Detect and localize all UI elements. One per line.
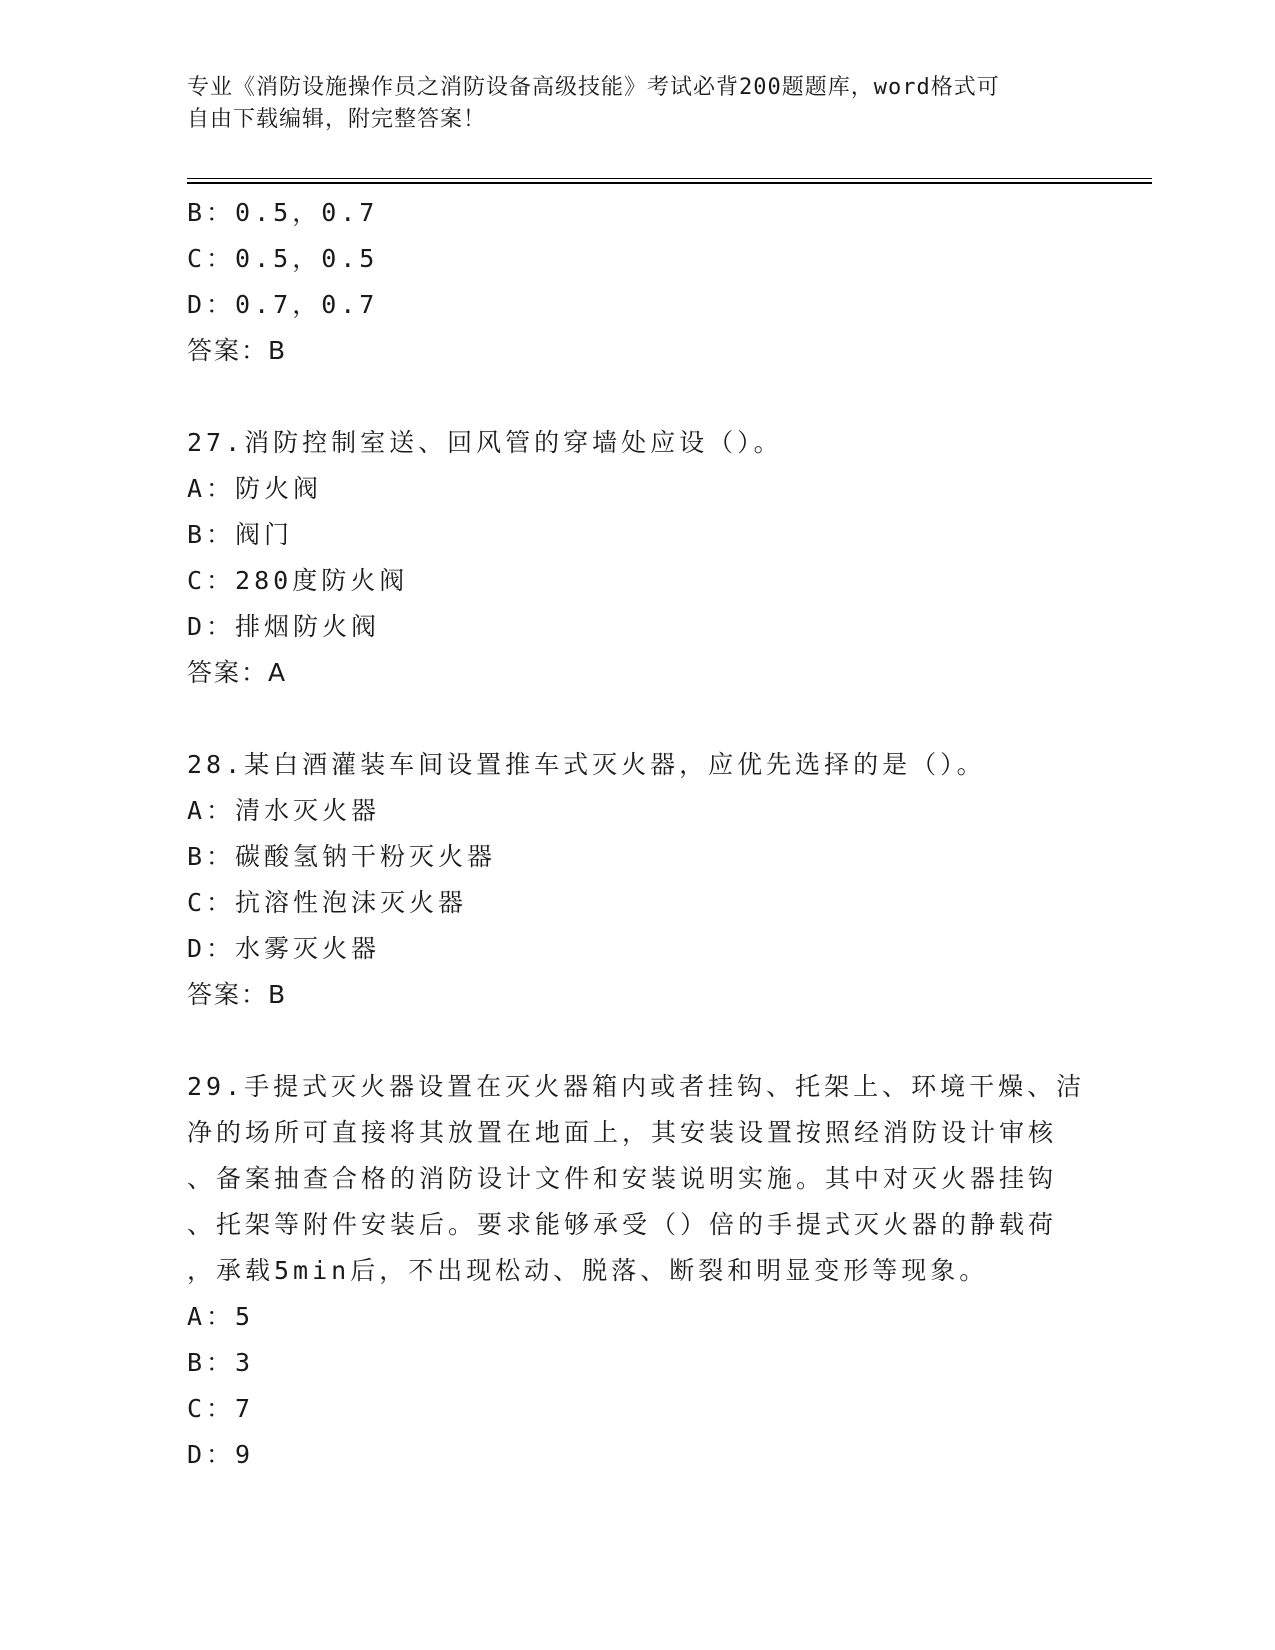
- option-b: B：碳酸氢钠干粉灭火器: [187, 842, 497, 871]
- header-divider-thick: [187, 182, 1152, 184]
- option-b: B：3: [187, 1348, 255, 1377]
- question-stem-line-1: 29.手提式灭火器设置在灭火器箱内或者挂钩、托架上、环境干燥、洁: [187, 1072, 1086, 1101]
- question-stem: 27.消防控制室送、回风管的穿墙处应设（）。: [187, 428, 783, 457]
- option-c: C：抗溶性泡沫灭火器: [187, 888, 468, 917]
- question-content: [187, 190, 1087, 1478]
- option-d: D：9: [187, 1440, 255, 1469]
- question-stem-line-4: 、托架等附件安装后。要求能够承受（）倍的手提式灭火器的静载荷: [187, 1210, 1058, 1239]
- header-title-line-1: 专业《消防设施操作员之消防设备高级技能》考试必背200题题库，word格式可: [187, 75, 1000, 100]
- option-b: B：阀门: [187, 520, 294, 549]
- option-b: B：0.5，0.7: [187, 198, 379, 227]
- answer-line: 答案：B: [187, 336, 288, 365]
- option-c: C：7: [187, 1394, 255, 1423]
- answer-line: 答案：A: [187, 658, 288, 687]
- option-a: A：清水灭火器: [187, 796, 381, 825]
- question-27: [187, 420, 1087, 696]
- document-header: [187, 72, 1067, 136]
- option-a: A：防火阀: [187, 474, 323, 503]
- question-28: [187, 742, 1087, 1018]
- question-stem: 28.某白酒灌装车间设置推车式灭火器，应优先选择的是（）。: [187, 750, 986, 779]
- option-d: D：水雾灭火器: [187, 934, 381, 963]
- header-title-line-2: 自由下载编辑，附完整答案！: [187, 107, 487, 132]
- carryover-question-block: [187, 190, 1087, 374]
- option-a: A：5: [187, 1302, 255, 1331]
- question-stem-line-5: ，承载5min后，不出现松动、脱落、断裂和明显变形等现象。: [187, 1256, 989, 1285]
- option-c: C：280度防火阀: [187, 566, 409, 595]
- option-d: D：0.7，0.7: [187, 290, 379, 319]
- option-d: D：排烟防火阀: [187, 612, 381, 641]
- question-stem-line-2: 净的场所可直接将其放置在地面上，其安装设置按照经消防设计审核: [187, 1118, 1058, 1147]
- question-stem-line-3: 、备案抽查合格的消防设计文件和安装说明实施。其中对灭火器挂钩: [187, 1164, 1058, 1193]
- header-divider-thin: [187, 178, 1152, 179]
- answer-line: 答案：B: [187, 980, 288, 1009]
- option-c: C：0.5，0.5: [187, 244, 379, 273]
- question-29: [187, 1064, 1087, 1478]
